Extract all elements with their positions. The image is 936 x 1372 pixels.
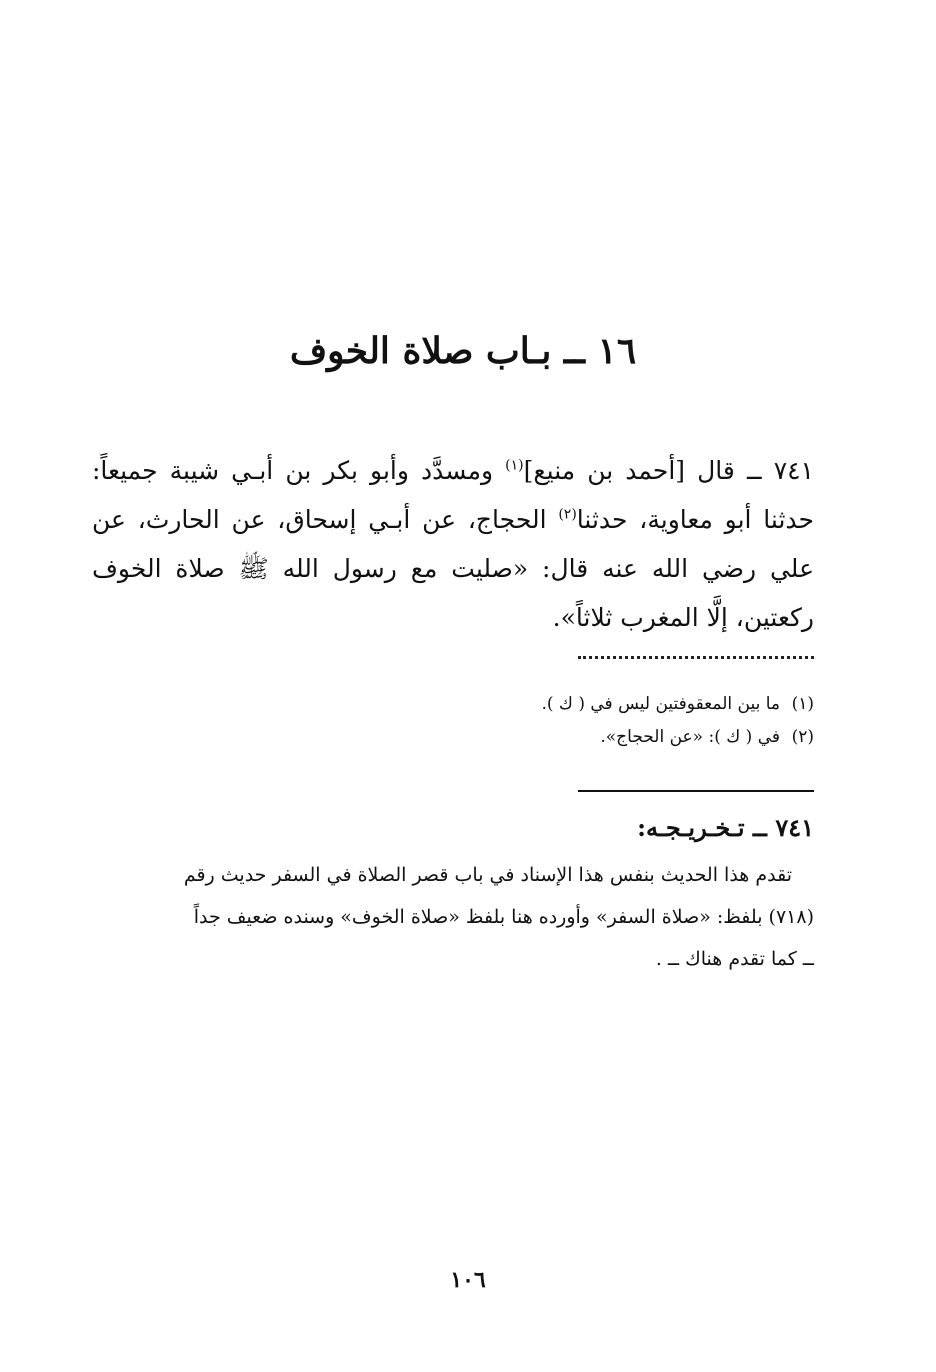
footnote-text: ما بين المعقوفتين ليس في ( ك ).: [541, 694, 780, 714]
hadith-part-2: ومسدَّد وأبو بكر بن أبـي شيبة جميعاً: حدثنا أبو معاوية، حدثنا: [92, 456, 814, 534]
takhrij-text: [92, 854, 814, 980]
footnote-number: (١): [791, 694, 814, 714]
takhrij-line: تقدم هذا الحديث بنفس هذا الإسناد في باب قصر الصلاة في السفر حديث رقم: [183, 864, 792, 886]
takhrij-line: ــ كما تقدم هناك ــ .: [655, 948, 814, 970]
takhrij-heading: ٧٤١ ــ تـخـريـجـه:: [637, 813, 814, 842]
footnote-marker-2: (٢): [558, 506, 577, 523]
footnote-separator: [578, 656, 814, 659]
footnote-number: (٢): [791, 727, 814, 747]
page-number: ١٠٦: [450, 1267, 486, 1293]
hadith-part-3: الحجاج، عن أبـي إسحاق، عن الحارث، عن علي رضي الله عنه قال: «صليت مع رسول الله ﷺ صلاة الخوف ركعتين، إلَّا المغرب ثلاثاً».: [92, 505, 814, 632]
hadith-text: [92, 446, 814, 642]
section-divider: [578, 790, 814, 792]
footnote-item: [92, 688, 814, 721]
chapter-title: ١٦ ــ بـاب صلاة الخوف: [289, 330, 637, 372]
hadith-number: ٧٤١ ــ: [746, 456, 814, 485]
hadith-part-1: قال [أحمد بن منيع]: [523, 456, 747, 485]
footnote-text: في ( ك ): «عن الحجاج».: [600, 727, 780, 747]
footnote-marker-1: (١): [505, 457, 524, 474]
footnote-item: [92, 721, 814, 754]
takhrij-line: (٧١٨) بلفظ: «صلاة السفر» وأورده هنا بلفظ «صلاة الخوف» وسنده ضعيف جداً: [193, 906, 814, 928]
footnotes: [92, 688, 814, 754]
